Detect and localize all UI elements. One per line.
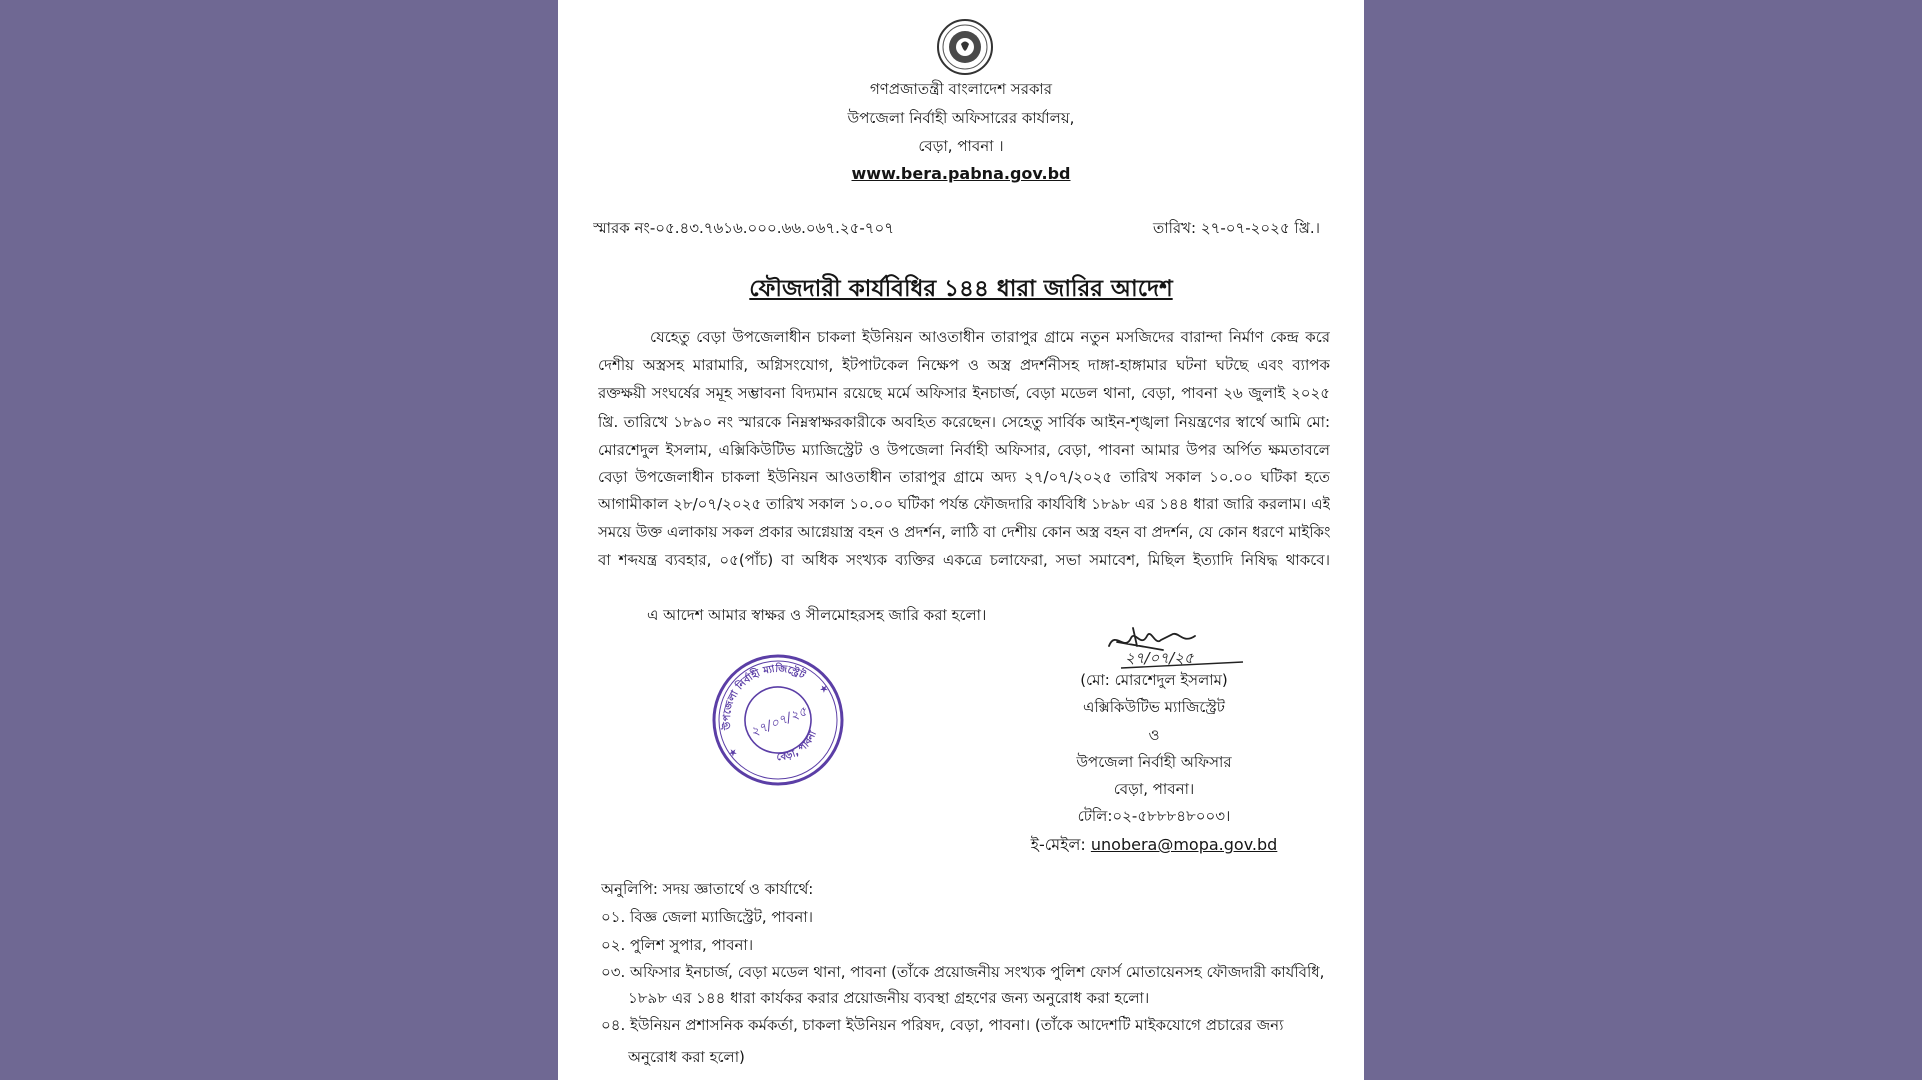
email-label: ই-মেইল: [1030,835,1086,854]
signatory-name: (মো: মোরশেদুল ইসলাম) [1080,671,1228,689]
body-line: আগামীকাল ২৮/০৭/২০২৫ তারিখ সকাল ১০.০০ ঘটিকা পর্যন্ত ফৌজদারি কার্যবিধি ১৮৯৮ এর ১৪৪ ধারা জারি করলাম। এই [598,495,1330,513]
distribution-item-continuation: অনুরোধ করা হলো) [628,1048,745,1066]
stamp-date: ২৭/০৭/২৫ [748,704,810,741]
stamp-bottom-text: বেড়া, পাবনা [776,729,819,764]
body-line: দেশীয় অস্ত্রসহ মারামারি, অগ্নিসংযোগ, ইটপাটকেল নিক্ষেপ ও অস্ত্র প্রদর্শনীসহ দাঙ্গা-হাঙ্গামার ঘটনা ঘটছে এবং ব্যাপক [598,356,1330,374]
signatory-phone: টেলি:০২-৫৮৮৮৪৮০০৩। [1077,807,1231,825]
body-line: খ্রি. তারিখে ১৮৯০ নং স্মারকে নিম্নস্বাক্ষরকারীকে অবহিত করেছেন। সেহেতু সার্বিক আইন-শৃঙ্খলা নিয়ন্ত্রণের স্বার্থে আমি মো: [598,413,1330,431]
official-stamp [708,650,848,790]
email-address: unobera@mopa.gov.bd [1090,835,1278,854]
memo-date: তারিখ: ২৭-০৭-২০২৫ খ্রি.। [1153,219,1320,237]
stamp-outer-text: উপজেলা নির্বাহী ম্যাজিস্ট্রেট [721,663,807,731]
government-emblem-icon [936,18,994,76]
signatory-email-line [984,833,1324,857]
signatory-conjunction: ও [1148,726,1160,744]
distribution-item: ০২. পুলিশ সুপার, পাবনা। [601,936,754,954]
body-line: বা শব্দযন্ত্র ব্যবহার, ০৫(পাঁচ) বা অধিক সংখ্যক ব্যক্তির একত্রে চলাফেরা, সভা সমাবেশ, মিছিল ইত্যাদি নিষিদ্ধ থাকবে। [598,551,1330,569]
svg-text:★: ★ [726,745,741,761]
header-office: উপজেলা নির্বাহী অফিসারের কার্যালয়, [847,109,1075,127]
svg-text:★: ★ [817,682,832,697]
body-line: মোরশেদুল ইসলাম, এক্সিকিউটিভ ম্যাজিস্ট্রেট ও উপজেলা নির্বাহী অফিসার, বেড়া, পাবনা আমার উপর অর্পিত ক্ষমতাবলে [598,441,1330,459]
svg-text:বেড়া, পাবনা [771,725,824,770]
memo-number: স্মারক নং-০৫.৪৩.৭৬১৬.০০০.৬৬.০৬৭.২৫-৭০৭ [593,219,895,237]
order-title: ফৌজদারী কার্যবিধির ১৪৪ ধারা জারির আদেশ [749,276,1173,302]
body-line: যেহেতু বেড়া উপজেলাধীন চাকলা ইউনিয়ন আওতাধীন তারাপুর গ্রামে নতুন মসজিদের বারান্দা নির্মাণ কেন্দ্র করে [650,328,1330,346]
header-location: বেড়া, পাবনা । [918,137,1004,155]
signature-date: ২৭/০৭/২৫ [1125,649,1194,667]
signatory-location: বেড়া, পাবনা। [1113,780,1195,798]
distribution-item: ০৪. ইউনিয়ন প্রশাসনিক কর্মকর্তা, চাকলা ইউনিয়ন পরিষদ, বেড়া, পাবনা। (তাঁকে আদেশটি মাইকযোগে প্রচারের জন্য [601,1016,1284,1034]
distribution-item-continuation: ১৮৯৮ এর ১৪৪ ধারা কার্যকর করার প্রয়োজনীয় ব্যবস্থা গ্রহণের জন্য অনুরোধ করা হলো। [628,989,1150,1007]
body-line: রক্তক্ষয়ী সংঘর্ষের সমূহ সম্ভাবনা বিদ্যমান রয়েছে মর্মে অফিসার ইনচার্জ, বেড়া মডেল থানা, বেড়া, পাবনা ২৬ জুলাই ২০২৫ [598,384,1330,402]
body-line: সময়ে উক্ত এলাকায় সকল প্রকার আগ্নেয়াস্ত্র বহন ও প্রদর্শন, লাঠি বা দেশীয় কোন অস্ত্র বহন বা প্রদর্শন, যে কোন ধরণে মাইকিং [598,523,1330,541]
distribution-item: ০৩. অফিসার ইনচার্জ, বেড়া মডেল থানা, পাবনা (তাঁকে প্রয়োজনীয় সংখ্যক পুলিশ ফোর্স মোতায়েনসহ ফৌজদারী কার্যবিধি, [601,963,1325,981]
signatory-designation-2: উপজেলা নির্বাহী অফিসার [1076,753,1232,771]
header-website: www.bera.pabna.gov.bd [851,164,1071,183]
header-government: গণপ্রজাতন্ত্রী বাংলাদেশ সরকার [869,80,1053,98]
distribution-item: ০১. বিজ্ঞ জেলা ম্যাজিস্ট্রেট, পাবনা। [601,908,813,926]
distribution-heading: অনুলিপি: সদয় জ্ঞাতার্থে ও কার্যার্থে: [601,880,814,898]
issuance-statement: এ আদেশ আমার স্বাক্ষর ও সীলমোহরসহ জারি করা হলো। [647,606,987,624]
signatory-designation-1: এক্সিকিউটিভ ম্যাজিস্ট্রেট [1083,698,1225,716]
document-page [558,0,1364,1080]
handwritten-signature [1103,622,1253,672]
body-line: বেড়া উপজেলাধীন চাকলা ইউনিয়ন আওতাধীন তারাপুর গ্রামে অদ্য ২৭/০৭/২০২৫ তারিখ সকাল ১০.০০ ঘটিকা হতে [598,468,1330,486]
